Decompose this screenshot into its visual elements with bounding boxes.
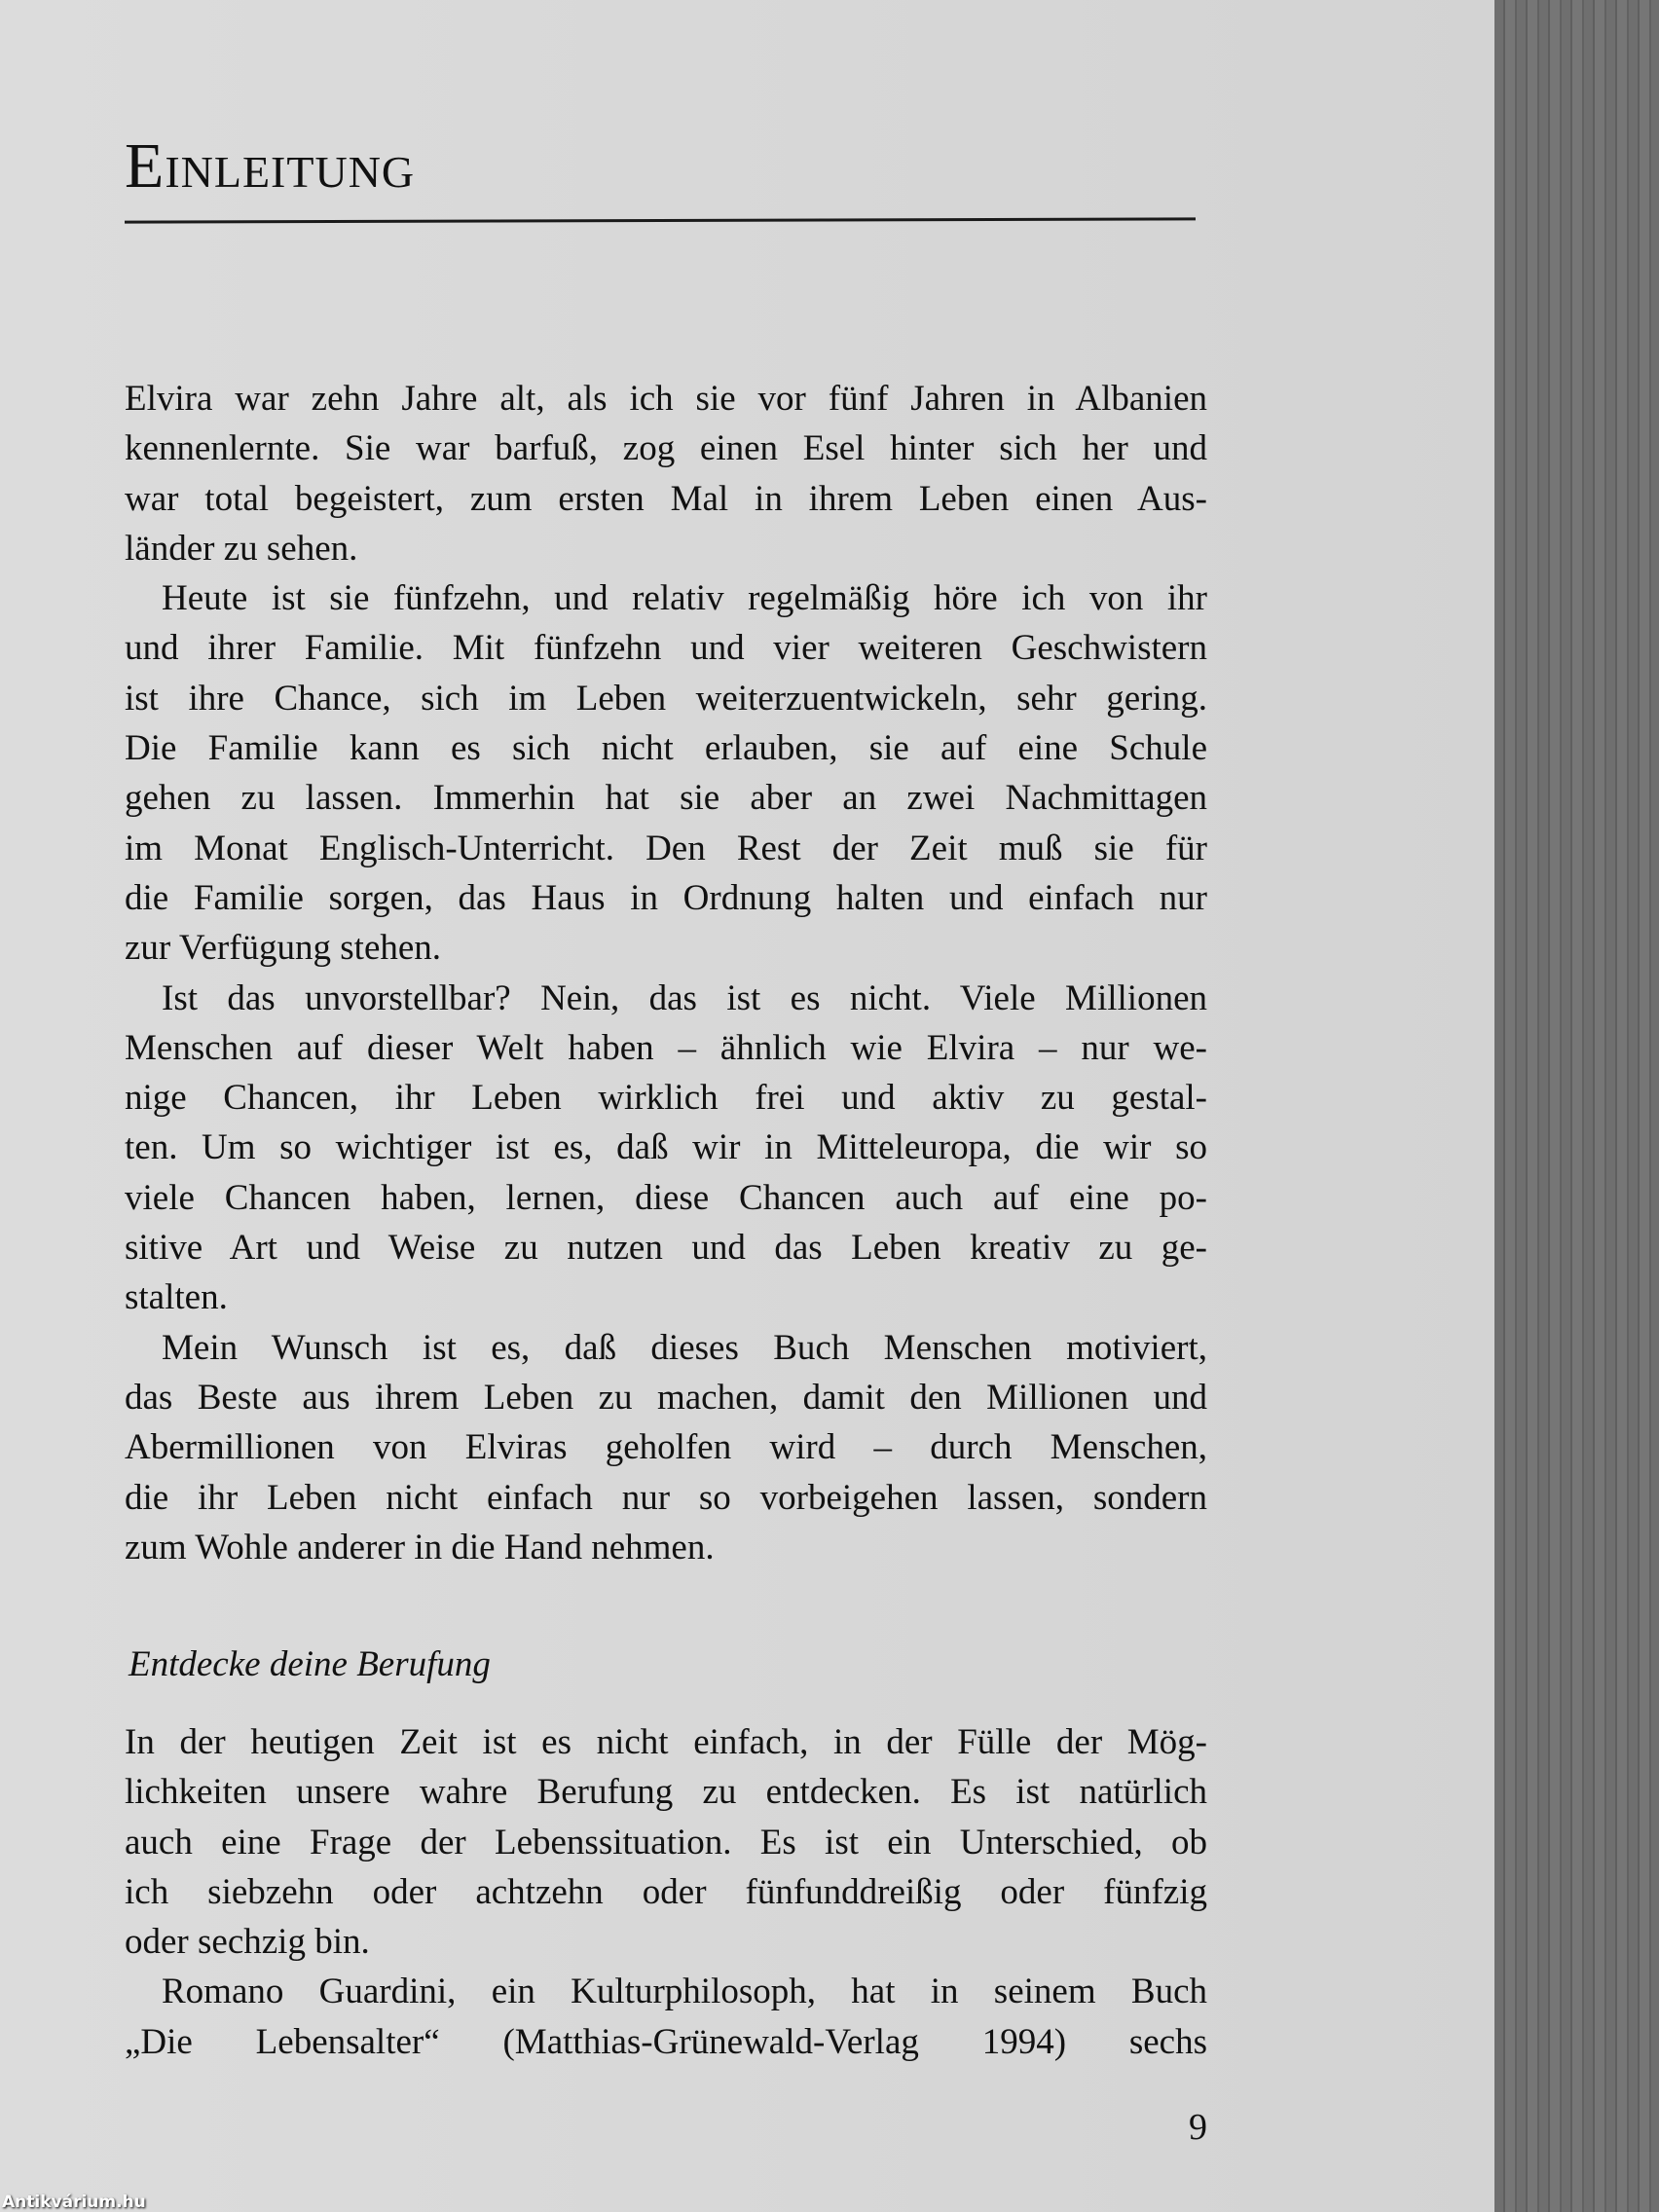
text-line: ich siebzehn oder achtzehn oder fünfunddreißig oder fünfzig bbox=[125, 1871, 1207, 1912]
text-line: Romano Guardini, ein Kulturphilosoph, hat in seinem Buch bbox=[162, 1972, 1207, 2012]
text-line: das Beste aus ihrem Leben zu machen, damit den Millionen und bbox=[125, 1377, 1207, 1418]
title-rule bbox=[125, 217, 1196, 223]
text-line: auch eine Frage der Lebenssituation. Es ist ein Unterschied, ob bbox=[125, 1822, 1207, 1862]
text-line: die ihr Leben nicht einfach nur so vorbeigehen lassen, sondern bbox=[125, 1477, 1207, 1518]
text-line: die Familie sorgen, das Haus in Ordnung halten und einfach nur bbox=[125, 877, 1207, 918]
text-line: viele Chancen haben, lernen, diese Chancen auch auf eine po- bbox=[125, 1177, 1207, 1218]
text-line: Mein Wunsch ist es, daß dieses Buch Menschen motiviert, bbox=[162, 1327, 1207, 1368]
text-line: sitive Art und Weise zu nutzen und das Leben kreativ zu ge- bbox=[125, 1228, 1207, 1269]
text-line: zum Wohle anderer in die Hand nehmen. bbox=[125, 1527, 715, 1567]
text-line: lichkeiten unsere wahre Berufung zu entdecken. Es ist natürlich bbox=[125, 1772, 1207, 1813]
text-line: länder zu sehen. bbox=[125, 528, 358, 569]
chapter-title: Einleitung bbox=[125, 130, 416, 202]
section-berufung bbox=[125, 1717, 1207, 2067]
text-line: Abermillionen von Elviras geholfen wird – durch Menschen, bbox=[125, 1427, 1207, 1468]
text-line: war total begeistert, zum ersten Mal in ihrem Leben einen Aus- bbox=[125, 478, 1207, 519]
text-line: Menschen auf dieser Welt haben – ähnlich wie Elvira – nur we- bbox=[125, 1027, 1207, 1068]
text-line: Heute ist sie fünfzehn, und relativ regelmäßig höre ich von ihr bbox=[162, 578, 1207, 619]
text-line: nige Chancen, ihr Leben wirklich frei und aktiv zu gestal- bbox=[125, 1078, 1207, 1119]
text-line: „Die Lebensalter“ (Matthias-Grünewald-Verlag 1994) sechs bbox=[125, 2021, 1207, 2062]
watermark: Antikvárium.hu bbox=[2, 2193, 146, 2212]
subheading: Entdecke deine Berufung bbox=[129, 1644, 491, 1684]
page-number: 9 bbox=[1189, 2107, 1207, 2148]
text-line: Elvira war zehn Jahre alt, als ich sie vor fünf Jahren in Albanien bbox=[125, 379, 1207, 419]
background-surface bbox=[1494, 0, 1659, 2212]
text-line: stalten. bbox=[125, 1277, 228, 1318]
text-line: im Monat Englisch-Unterricht. Den Rest der Zeit muß sie für bbox=[125, 828, 1207, 868]
text-line: ten. Um so wichtiger ist es, daß wir in Mitteleuropa, die wir so bbox=[125, 1127, 1207, 1168]
section-intro bbox=[125, 374, 1207, 1572]
text-line: zur Verfügung stehen. bbox=[125, 928, 442, 969]
text-line: gehen zu lassen. Immerhin hat sie aber an zwei Nachmittagen bbox=[125, 778, 1207, 819]
text-line: kennenlernte. Sie war barfuß, zog einen Esel hinter sich her und bbox=[125, 428, 1207, 469]
text-line: oder sechzig bin. bbox=[125, 1922, 370, 1963]
text-line: ist ihre Chance, sich im Leben weiterzuentwickeln, sehr gering. bbox=[125, 678, 1207, 719]
text-line: Die Familie kann es sich nicht erlauben, sie auf eine Schule bbox=[125, 728, 1207, 769]
text-line: In der heutigen Zeit ist es nicht einfach, in der Fülle der Mög- bbox=[125, 1722, 1207, 1762]
text-line: und ihrer Familie. Mit fünfzehn und vier weiteren Geschwistern bbox=[125, 628, 1207, 669]
text-line: Ist das unvorstellbar? Nein, das ist es nicht. Viele Millionen bbox=[162, 977, 1207, 1018]
